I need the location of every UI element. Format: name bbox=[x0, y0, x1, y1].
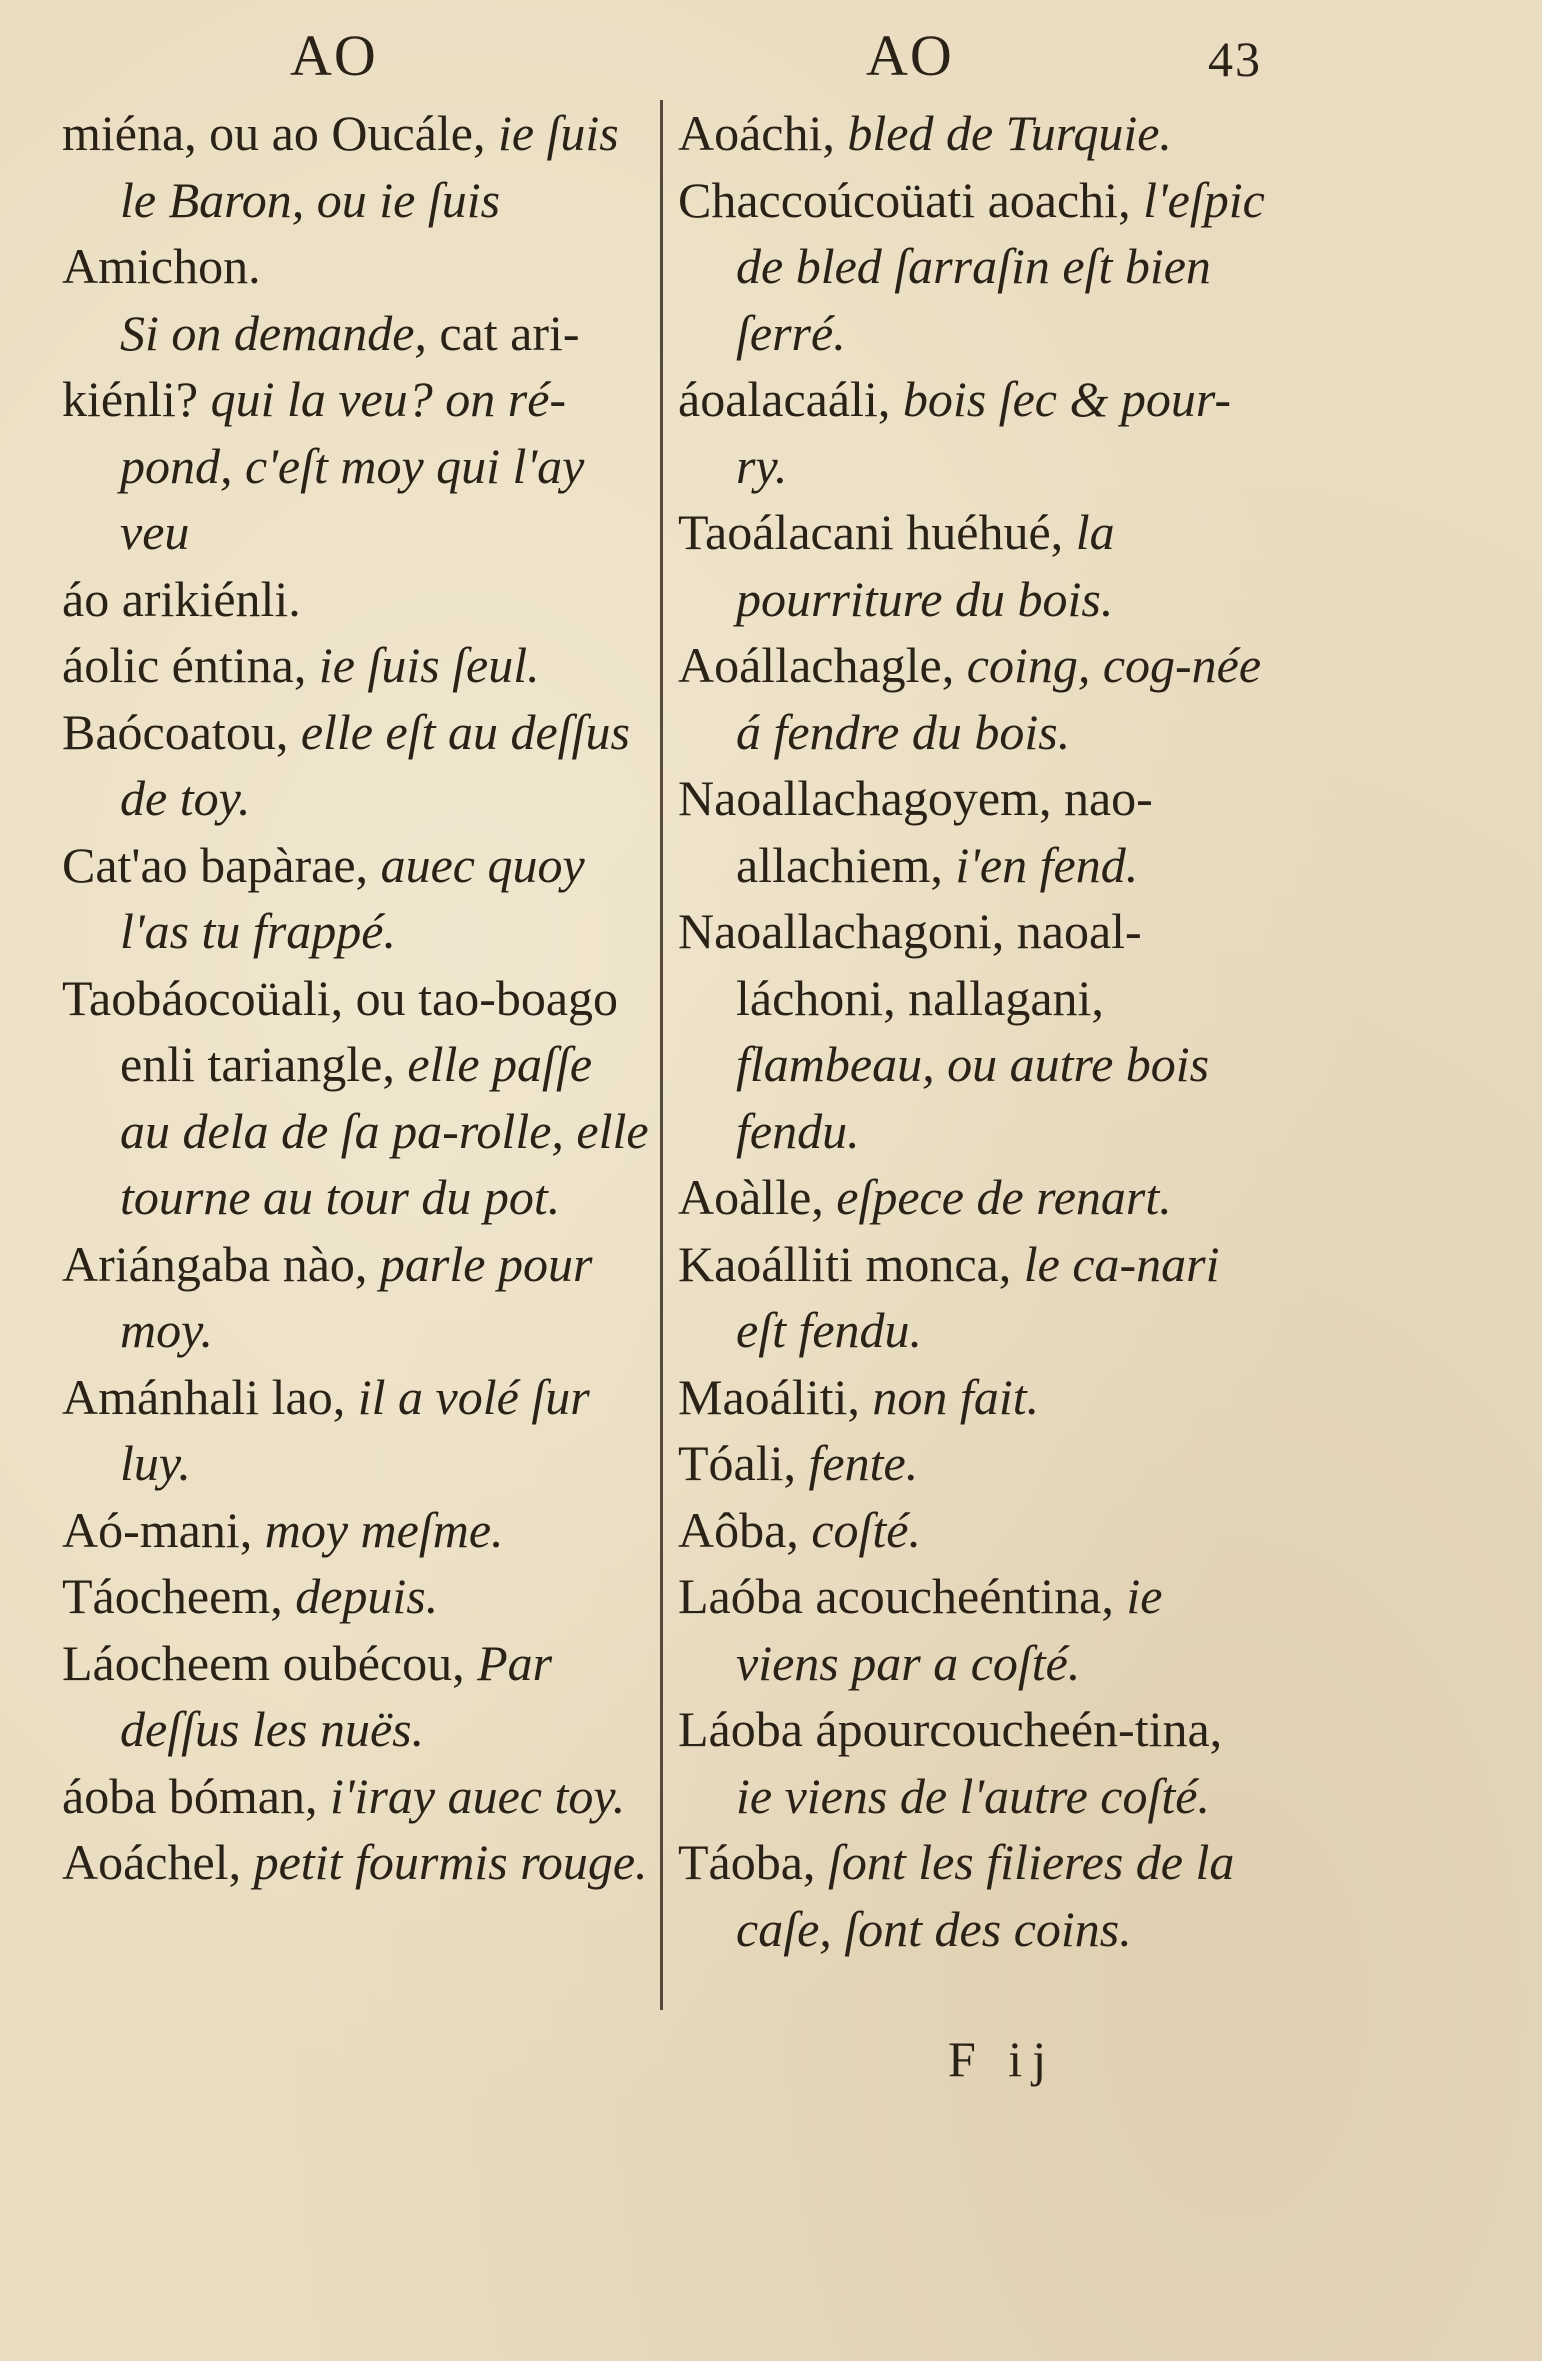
entry bbox=[678, 366, 1268, 499]
entry-head: áoalacaáli, bbox=[678, 371, 891, 427]
entry bbox=[678, 1164, 1268, 1231]
entry bbox=[678, 100, 1268, 167]
entry bbox=[678, 1563, 1268, 1696]
entry-head: miéna, ou ao Oucále, bbox=[62, 105, 486, 161]
entry-gloss: non fait. bbox=[859, 1368, 1040, 1425]
entry-head: Baócoatou, bbox=[62, 703, 289, 760]
entry-gloss: elle eſt au deſſus de toy. bbox=[120, 703, 630, 826]
entry-gloss: la pourriture du bois. bbox=[736, 504, 1115, 627]
entry-gloss: ie ſuis ſeul. bbox=[306, 637, 540, 693]
entry-head: Aoállachagle, bbox=[678, 637, 955, 693]
entry bbox=[62, 566, 652, 633]
entry-head: Cat'ao bapàrae, bbox=[62, 836, 369, 893]
entry-head: áoba bóman, bbox=[62, 1767, 318, 1824]
entry-gloss: i'iray auec toy. bbox=[317, 1767, 626, 1824]
entry-gloss: fente. bbox=[796, 1435, 919, 1491]
entry bbox=[62, 965, 652, 1231]
entry-gloss: parle pour moy. bbox=[120, 1235, 593, 1358]
entry bbox=[678, 1231, 1268, 1364]
entry-head: Aó-mani, bbox=[62, 1501, 253, 1558]
entry-head: Amichon. bbox=[62, 238, 261, 294]
entry-gloss: bled de Turquie. bbox=[834, 105, 1172, 161]
signature-mark: F ij bbox=[948, 2031, 1057, 2087]
entry-head: Táoba, bbox=[678, 1834, 816, 1890]
entry-head: áo arikiénli. bbox=[62, 570, 301, 627]
entry bbox=[678, 1696, 1268, 1829]
entry-head: Aoàlle, bbox=[678, 1169, 824, 1225]
entry-gloss: eſpece de renart. bbox=[823, 1169, 1172, 1225]
running-head-left: AO bbox=[290, 23, 378, 88]
entry bbox=[62, 366, 652, 566]
entry-gloss: flambeau, ou autre bois fendu. bbox=[736, 1036, 1210, 1159]
entry-head: Amánhali lao, bbox=[62, 1368, 346, 1425]
entry bbox=[678, 1497, 1268, 1564]
entry-gloss: ie viens de l'autre coſté. bbox=[736, 1767, 1210, 1824]
entry bbox=[62, 300, 652, 367]
entry-gloss: bois ſec & pour-ry. bbox=[736, 371, 1231, 494]
entry-gloss: ſont les filieres de la caſe, ſont des coins. bbox=[736, 1834, 1235, 1957]
entry-head: Ariángaba nào, bbox=[62, 1235, 368, 1292]
entry bbox=[678, 765, 1268, 898]
left-column bbox=[62, 100, 652, 1896]
page-number: 43 bbox=[1208, 31, 1262, 87]
entry bbox=[62, 1231, 652, 1364]
entry bbox=[62, 1364, 652, 1497]
entry bbox=[62, 1763, 652, 1830]
entry-head: Aoáchel, bbox=[62, 1834, 242, 1890]
entry bbox=[678, 1430, 1268, 1497]
entry-gloss: petit fourmis rouge. bbox=[241, 1834, 648, 1890]
right-column bbox=[678, 100, 1268, 1962]
entry-gloss: qui la veu? on ré-pond, c'eſt moy qui l'ay veu bbox=[120, 371, 585, 560]
entry-head: Taoálacani huéhué, bbox=[678, 504, 1064, 560]
entry-gloss: il a volé ſur luy. bbox=[120, 1368, 590, 1491]
entry-head: Taobáocoüali, ou tao-boago enli tariangle, bbox=[62, 969, 619, 1092]
entry-gloss: Si on demande, bbox=[120, 304, 427, 361]
column-rule bbox=[660, 100, 663, 2010]
entry bbox=[62, 832, 652, 965]
entry-head: Naoallachagoyem, nao-allachiem, bbox=[678, 770, 1153, 893]
entry bbox=[678, 1364, 1268, 1431]
entry-head: Láoba ápourcoucheén-tina, bbox=[678, 1701, 1223, 1757]
entry bbox=[62, 1563, 652, 1630]
entry-gloss: elle paſſe au dela de ſa pa-rolle, elle tourne au tour du pot. bbox=[120, 1036, 649, 1225]
entry bbox=[62, 100, 652, 233]
entry-gloss: auec quoy l'as tu frappé. bbox=[120, 836, 585, 959]
entry-head: Aoáchi, bbox=[678, 105, 835, 161]
entry bbox=[62, 1630, 652, 1763]
entry-head: Aôba, bbox=[678, 1501, 799, 1558]
entry-head: Chaccoúcoüati aoachi, bbox=[678, 171, 1131, 228]
entry-head: Laóba acoucheéntina, bbox=[678, 1568, 1114, 1624]
entry-gloss: ie viens par a coſté. bbox=[736, 1568, 1163, 1691]
entry-gloss: le ca-nari eſt fendu. bbox=[736, 1235, 1220, 1358]
entry-head: kiénli? bbox=[62, 371, 199, 427]
entry-gloss: depuis. bbox=[282, 1568, 439, 1624]
entry-head: Kaoálliti monca, bbox=[678, 1235, 1012, 1292]
entry bbox=[678, 499, 1268, 632]
entry-gloss: ie ſuis le Baron, ou ie ſuis bbox=[120, 105, 619, 228]
entry bbox=[678, 632, 1268, 765]
entry bbox=[62, 1497, 652, 1564]
entry bbox=[62, 233, 652, 300]
entry-gloss: Par deſſus les nuës. bbox=[120, 1634, 553, 1757]
entry bbox=[62, 1829, 652, 1896]
entry-gloss: moy meſme. bbox=[252, 1501, 504, 1558]
entry bbox=[678, 167, 1268, 367]
entry-rest: cat ari- bbox=[426, 304, 580, 361]
entry-head: Táocheem, bbox=[62, 1568, 283, 1624]
entry bbox=[62, 699, 652, 832]
entry-gloss: coing, cog-née á fendre du bois. bbox=[736, 637, 1262, 760]
entry-gloss: l'eſpic de bled ſarraſin eſt bien ſerré. bbox=[736, 171, 1265, 361]
entry-head: Láocheem oubécou, bbox=[62, 1634, 465, 1691]
entry-head: áolic éntina, bbox=[62, 637, 307, 693]
entry bbox=[678, 1829, 1268, 1962]
entry-gloss: i'en fend. bbox=[942, 836, 1139, 893]
entry bbox=[62, 632, 652, 699]
entry-head: Tóali, bbox=[678, 1435, 797, 1491]
entry-head: Naoallachagoni, naoal-láchoni, nallagani, bbox=[678, 903, 1142, 1026]
running-head-middle: AO bbox=[866, 23, 954, 88]
entry-gloss: coſté. bbox=[798, 1501, 921, 1558]
entry bbox=[678, 898, 1268, 1164]
entry-head: Maoáliti, bbox=[678, 1368, 860, 1425]
